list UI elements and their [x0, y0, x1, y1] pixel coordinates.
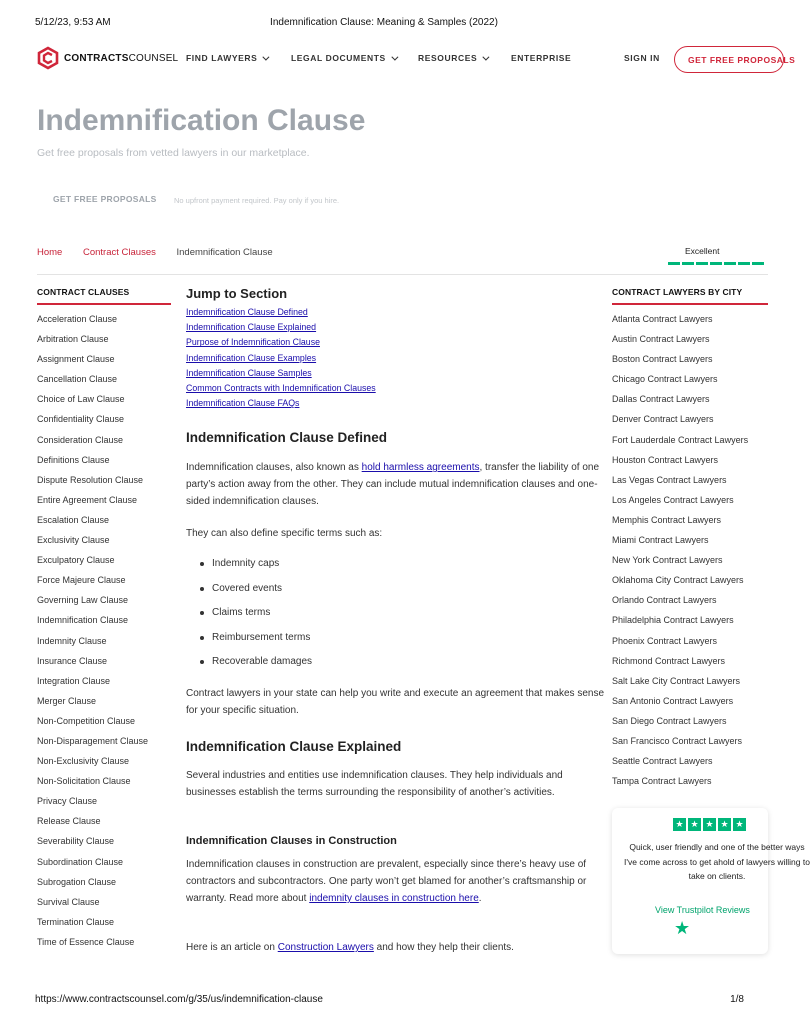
- sidebar-clause-link[interactable]: Confidentiality Clause: [37, 414, 125, 425]
- terms-list: [186, 558, 312, 681]
- print-date: 5/12/23, 9:53 AM: [35, 17, 111, 28]
- right-sidebar-list: [612, 314, 768, 796]
- defined-paragraph-2: They can also define specific terms such as:: [186, 528, 383, 539]
- sidebar-clause-link[interactable]: Dispute Resolution Clause: [37, 474, 144, 485]
- list-item: Covered events: [186, 583, 312, 608]
- sidebar-clause-link[interactable]: Subrogation Clause: [37, 876, 117, 887]
- sidebar-clause-link[interactable]: Escalation Clause: [37, 514, 110, 525]
- section-heading-explained: Indemnification Clause Explained: [186, 739, 402, 754]
- toc-link[interactable]: Indemnification Clause Explained: [186, 322, 317, 333]
- sidebar-city-link[interactable]: Oklahoma City Contract Lawyers: [612, 575, 744, 586]
- sidebar-clause-link[interactable]: Non-Competition Clause: [37, 715, 136, 726]
- sidebar-city-link[interactable]: Boston Contract Lawyers: [612, 354, 713, 365]
- sidebar-city-link[interactable]: Houston Contract Lawyers: [612, 454, 719, 465]
- sidebar-city-link[interactable]: Atlanta Contract Lawyers: [612, 314, 713, 324]
- sidebar-city-link[interactable]: Chicago Contract Lawyers: [612, 374, 718, 385]
- trustpilot-rating-label: Excellent: [685, 246, 720, 256]
- logo-wordmark: CONTRACTSCOUNSEL: [64, 52, 179, 64]
- toc-link[interactable]: Indemnification Clause Samples: [186, 367, 312, 378]
- chevron-down-icon: [391, 54, 398, 61]
- trustpilot-stars: [673, 818, 746, 831]
- hold-harmless-link[interactable]: hold harmless agreements: [361, 462, 480, 473]
- sidebar-clause-link[interactable]: Exclusivity Clause: [37, 535, 110, 546]
- sidebar-city-link[interactable]: Austin Contract Lawyers: [612, 334, 710, 345]
- sidebar-clause-link[interactable]: Force Majeure Clause: [37, 575, 126, 586]
- sidebar-clause-link[interactable]: Entire Agreement Clause: [37, 494, 138, 505]
- left-sidebar-underline: [37, 303, 171, 305]
- trustpilot-quote: Quick, user friendly and one of the better ways I've come across to get ahold of lawyers willing to take on clients.: [624, 842, 810, 881]
- hero-get-proposals-button[interactable]: GET FREE PROPOSALS: [53, 194, 157, 204]
- trustpilot-bars: [668, 262, 768, 265]
- defined-paragraph-1: Indemnification clauses, also known as hold harmless agreements, transfer the liability of one party’s action away from the other. They can include mutual indemnification clauses and one-sided indemnification clauses.: [186, 462, 600, 507]
- sidebar-clause-link[interactable]: Merger Clause: [37, 695, 97, 706]
- left-sidebar-list: [37, 314, 148, 957]
- nav-find-lawyers[interactable]: FIND LAWYERS: [186, 53, 267, 63]
- chevron-down-icon: [483, 54, 490, 61]
- toc-link[interactable]: Indemnification Clause Examples: [186, 352, 317, 363]
- sidebar-clause-link[interactable]: Acceleration Clause: [37, 314, 118, 324]
- sidebar-clause-link[interactable]: Exculpatory Clause: [37, 555, 115, 566]
- breadcrumb-home[interactable]: Home: [37, 247, 63, 258]
- sidebar-city-link[interactable]: Dallas Contract Lawyers: [612, 394, 710, 405]
- star-icon: ★: [688, 818, 701, 831]
- sidebar-clause-link[interactable]: Indemnification Clause: [37, 615, 129, 626]
- breadcrumb-contract-clauses[interactable]: Contract Clauses: [82, 247, 156, 258]
- article: [186, 286, 606, 953]
- sidebar-city-link[interactable]: Richmond Contract Lawyers: [612, 655, 726, 666]
- list-item: Claims terms: [186, 607, 312, 632]
- divider: [37, 274, 768, 275]
- sidebar-clause-link[interactable]: Integration Clause: [37, 675, 111, 686]
- right-sidebar-underline: [612, 303, 768, 305]
- sidebar-city-link[interactable]: San Diego Contract Lawyers: [612, 715, 727, 726]
- sidebar-clause-link[interactable]: Assignment Clause: [37, 354, 115, 365]
- sidebar-clause-link[interactable]: Non-Solicitation Clause: [37, 776, 131, 787]
- site-logo[interactable]: [37, 47, 178, 69]
- section-heading-defined: Indemnification Clause Defined: [186, 430, 388, 445]
- page-title: Indemnification Clause: [37, 104, 366, 137]
- star-icon: ★: [718, 818, 731, 831]
- breadcrumb-current: Indemnification Clause: [176, 247, 273, 258]
- sidebar-clause-link[interactable]: Privacy Clause: [37, 796, 98, 807]
- subsection-heading-construction: Indemnification Clauses in Construction: [186, 835, 397, 847]
- nav-resources[interactable]: RESOURCES: [418, 53, 487, 63]
- sidebar-clause-link[interactable]: Non-Exclusivity Clause: [37, 756, 130, 767]
- hero-subtitle: Get free proposals from vetted lawyers in our marketplace.: [37, 147, 310, 159]
- sidebar-clause-link[interactable]: Severability Clause: [37, 836, 115, 847]
- sidebar-clause-link[interactable]: Governing Law Clause: [37, 595, 129, 606]
- toc-link[interactable]: Indemnification Clause FAQs: [186, 398, 300, 409]
- list-item: Reimbursement terms: [186, 632, 312, 657]
- sidebar-clause-link[interactable]: Insurance Clause: [37, 655, 108, 666]
- sidebar-city-link[interactable]: Salt Lake City Contract Lawyers: [612, 675, 741, 686]
- print-url: https://www.contractscounsel.com/g/35/us/indemnification-clause: [35, 994, 323, 1005]
- trustpilot-review-card: [612, 808, 810, 954]
- hero-note: No upfront payment required. Pay only if you hire.: [174, 196, 340, 205]
- sidebar-clause-link[interactable]: Cancellation Clause: [37, 374, 118, 385]
- jump-to-section-title: Jump to Section: [186, 286, 288, 301]
- list-item: Recoverable damages: [186, 656, 312, 681]
- explained-paragraph-1: Several industries and entities use indemnification clauses. They help individuals and businesses establish the terms surrounding the responsibility of another’s activities.: [186, 770, 563, 798]
- sidebar-clause-link[interactable]: Choice of Law Clause: [37, 394, 125, 405]
- sidebar-clause-link[interactable]: Time of Essence Clause: [37, 936, 135, 947]
- construction-paragraph-1: Indemnification clauses in construction are prevalent, especially since there’s heavy use of contractors and subcontractors. One party won’t get blamed for another’s craftsmanship or warranty. Read more about indemnity clauses in construction here.: [186, 859, 587, 904]
- chevron-down-icon: [263, 54, 270, 61]
- construction-paragraph-2: Here is an article on Construction Lawyers and how they help their clients.: [186, 942, 514, 953]
- trustpilot-rating[interactable]: [668, 246, 768, 265]
- construction-lawyers-link[interactable]: Construction Lawyers: [277, 942, 374, 953]
- view-trustpilot-reviews-link[interactable]: View Trustpilot Reviews: [655, 905, 750, 915]
- trustpilot-logo-star-icon: ★: [674, 918, 691, 938]
- sidebar-clause-link[interactable]: Arbitration Clause: [37, 334, 109, 345]
- star-icon: ★: [673, 818, 686, 831]
- sidebar-clause-link[interactable]: Subordination Clause: [37, 856, 124, 867]
- indemnity-construction-link[interactable]: indemnity clauses in construction here: [309, 893, 479, 904]
- sidebar-city-link[interactable]: Los Angeles Contract Lawyers: [612, 494, 734, 505]
- nav-legal-documents[interactable]: LEGAL DOCUMENTS: [291, 53, 396, 63]
- star-icon: ★: [733, 818, 746, 831]
- sidebar-city-link[interactable]: Miami Contract Lawyers: [612, 535, 709, 546]
- sidebar-city-link[interactable]: Denver Contract Lawyers: [612, 414, 714, 425]
- print-page-number: 1/8: [730, 994, 744, 1005]
- right-sidebar-heading: CONTRACT LAWYERS BY CITY: [612, 287, 743, 297]
- sidebar-city-link[interactable]: Memphis Contract Lawyers: [612, 514, 722, 525]
- star-icon: ★: [703, 818, 716, 831]
- toc-link[interactable]: Indemnification Clause Defined: [186, 307, 308, 317]
- get-free-proposals-button[interactable]: GET FREE PROPOSALS: [674, 46, 784, 73]
- nav-enterprise[interactable]: ENTERPRISE: [511, 53, 572, 63]
- sidebar-clause-link[interactable]: Non-Disparagement Clause: [37, 735, 149, 746]
- list-item: Indemnity caps: [186, 558, 312, 583]
- logo-mark-icon: [37, 47, 59, 69]
- sidebar-clause-link[interactable]: Survival Clause: [37, 896, 100, 907]
- toc-link[interactable]: Purpose of Indemnification Clause: [186, 337, 320, 348]
- sidebar-city-link[interactable]: Seattle Contract Lawyers: [612, 756, 713, 767]
- sidebar-city-link[interactable]: Phoenix Contract Lawyers: [612, 635, 718, 646]
- sidebar-city-link[interactable]: Las Vegas Contract Lawyers: [612, 474, 727, 485]
- top-navbar: [37, 44, 796, 74]
- table-of-contents: [186, 307, 606, 413]
- sidebar-city-link[interactable]: Philadelphia Contract Lawyers: [612, 615, 734, 626]
- defined-paragraph-3: Contract lawyers in your state can help you write and execute an agreement that makes sense for your specific situation.: [186, 688, 605, 716]
- sidebar-clause-link[interactable]: Termination Clause: [37, 916, 115, 927]
- sidebar-city-link[interactable]: New York Contract Lawyers: [612, 555, 723, 566]
- sign-in-link[interactable]: SIGN IN: [624, 53, 660, 63]
- sidebar-clause-link[interactable]: Consideration Clause: [37, 434, 124, 445]
- sidebar-city-link[interactable]: Tampa Contract Lawyers: [612, 776, 712, 787]
- left-sidebar-heading: CONTRACT CLAUSES: [37, 287, 130, 297]
- sidebar-city-link[interactable]: Fort Lauderdale Contract Lawyers: [612, 434, 749, 445]
- breadcrumb: [37, 247, 291, 258]
- sidebar-city-link[interactable]: Orlando Contract Lawyers: [612, 595, 717, 606]
- print-header: [35, 17, 733, 31]
- sidebar-clause-link[interactable]: Release Clause: [37, 816, 101, 827]
- print-footer: [35, 994, 768, 1008]
- sidebar-clause-link[interactable]: Definitions Clause: [37, 454, 110, 465]
- sidebar-city-link[interactable]: San Antonio Contract Lawyers: [612, 695, 734, 706]
- print-page-title: Indemnification Clause: Meaning & Samples (2022): [270, 17, 498, 28]
- sidebar-clause-link[interactable]: Indemnity Clause: [37, 635, 107, 646]
- toc-link[interactable]: Common Contracts with Indemnification Clauses: [186, 382, 376, 393]
- sidebar-city-link[interactable]: San Francisco Contract Lawyers: [612, 735, 743, 746]
